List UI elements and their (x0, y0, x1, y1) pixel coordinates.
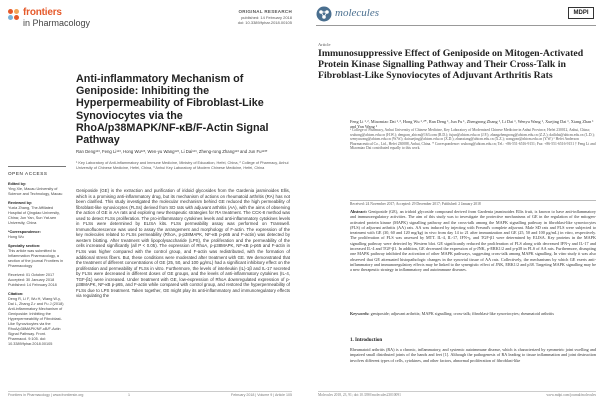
specialty-label: Specialty section: (8, 244, 41, 248)
molecules-article-page (312, 0, 600, 400)
article-kind: ORIGINAL RESEARCH (238, 9, 292, 14)
frontiers-logo-name: frontiers (23, 7, 62, 18)
frontiers-logo-icon (8, 9, 20, 21)
frontiers-logo (8, 7, 98, 31)
page-number: 1 (128, 393, 130, 397)
author-list: Ran Deng¹²³, Feng Li¹²³, Hong Wu¹²³, Wen-yu Wang¹²³, Li Dai¹²³, Zheng-rong Zhang¹²³ and Jun Fu¹²³* (76, 149, 268, 154)
footer-url[interactable]: www.mdpi.com/journal/molecules (546, 393, 596, 397)
introduction-text: Rheumatoid arthritis (RA) is a chronic, inflammatory, and systemic autoimmune disease, which is characterized by symmetric joint swelling and impaired small distributed joints of the hands and feet [1]. Although the pathogenesis of RA leading to tissue inflammation and joint destruction involves different types of cells, cytokines, and other factors, abnormal proliferation of fibroblast-like (350, 347, 596, 363)
doi[interactable]: doi: 10.3389/fphar.2018.00105 (237, 20, 292, 25)
article-meta (238, 9, 292, 26)
page-footer (8, 391, 292, 397)
author-list: Feng Li ¹˒², Miaomiao Dai ¹˒², Hong Wu ¹˒²*, Ran Deng ¹, Jun Fu ¹, Zhengrong Zhang ¹, Li Dai ¹, Wenyu Wang ¹, Xuejing Dai ¹, Xiang Zhan ¹ and Yan Wang ¹ (350, 119, 594, 130)
abstract-text: Geniposide (GE), an iridoid glycoside compound derived from Gardenia jasminoides Ellis fruit, is known to have anti-inflammatory and immunoregulatory activities. The aim of this study was to investigate the protective mechanisms of GE in the regulation of the mitogen-activated protein kinase (MAPK) signalling pathway and the cross-talk among the MAPK signalling pathway in fibroblast-like synoviocytes (FLS) of adjuvant arthritis (AA) rats. AA was induced by injecting with Freund's complete adjuvant. Male SD rats and FLS were subjected to treatment with GE (30, 60 and 120 mg/kg) in vivo from day 14 to 21 after immunization and GE (25, 50 and 100 μg/mL) in vitro, respectively. The proliferation of FLS was assessed by MTT. IL-4, IL-17, IFN-γ, and TGF-β1 were determined by ELISA. Key proteins in the MAPK signalling pathway were detected by Western blot. GE significantly reduced the proliferation of FLS along with decreased IFN-γ and IL-17 and increased IL-4 and TGF-β1. In addition, GE decreased the expression of p-JNK, p-ERK1/2 and p-p38 in FLS of AA rats. Furthermore, disrupting one MAPK pathway inhibited the activation of other MAPK pathways, suggesting cross-talk among MAPK signalling. In vitro study it was also observed that GE attenuated histopathologic changes in the synovial tissue of AA rats. Collectively, the mechanisms by which GE exerts anti-inflammatory and immunoregulatory effects may be linked to the synergistic effect of JNK, ERK1/2 and p38. Targeting MAPK signalling may be a new therapeutic strategy in inflammatory and autoimmune diseases. (350, 209, 596, 273)
keywords-label: Keywords: (350, 311, 370, 316)
molecule-icon (316, 6, 332, 22)
abstract-text: Geniposide (GE) is the extraction and purification of iridoid glycosides from the Gardenia jasminoides Ellis, which is a promising anti-inflammatory drug, but its mechanism of actions on rheumatoid arthritis (RA) has not been clarified. This study investigated the molecular mechanism behind GE reduced the high permeability of fibroblast-like synoviocytes (FLSs) derived from SD rats with adjuvant arthritis (AA), with the aims of observing the action of GE in AA rats and exploring new therapeutic strategies for RA treatment. The CCK-8 method was used to detect FLSs proliferation. The pro-inflammatory cytokines levels and anti-inflammatory cytokines levels in FLSs were determined by ELISA kits. FLSs permeability assay was performed on Transwell. Immunofluorescence was used to assay the arrangement and morphology of F-actin. The expression of the key molecules related to FLSs permeability (RhoA, p-p38MAPK, NF-κB p-p65 and F-actin) was detected by western blotting. After treatment with lipopolysaccharide (LPS), the proliferation and the permeability of the cells increased significantly (all P < 0.05). The expression of RhoA, p-p38MAPK, NF-κB p-p65 and F-actin in FLSs was higher compared with the control group, and F-actin was redistributed, with the formation of additional stress fibers. But, these conditions were moderated after treatment with GE. We demonstrated that the treatment of different concentrations of GE (25, 50, and 100 μg/mL) had a significant inhibitory effect on the proliferation and permeability of FLSs in vitro. Furthermore, the levels of interleukin (IL)-1β and IL-17 secreted by FLSs were decreased in different doses of GE groups, and the levels of anti-inflammatory cytokines (IL-4, TGF-β1) were increased. Under treatment with GE, low-expression of RhoA downregulated expression of p-p38MAPK, NF-κB p-p65, and F-actin while compared with control group, and restored the hyperpermeability of FLSs due to LPS treatment. Taken together, GE might play its anti-inflammatory and immunoregulatory effects via regulating the (76, 188, 290, 299)
footer-volume: February 2018 | Volume 9 | Article 105 (231, 393, 292, 397)
published-date: published: 14 February 2018 (241, 14, 292, 20)
article-sidebar (8, 166, 66, 351)
citation: Deng R, Li F, Wu H, Wang W-y, Dai L, Zhang Z-r and Fu J (2018) Anti-inflammatory Mechanism of Geniposide: Inhibiting the Hyperpermeability of Fibroblast-Like Synoviocytes via the RhoA/p38MAPK/NF-κB/F-Actin Signal Pathway. Front. Pharmacol. 9:105. doi: 10.3389/fphar.2018.00105 (8, 297, 64, 346)
reviewed-by: Yuxia Zhang, The Affiliated Hospital of Qingdao University, China; Jun Yan, Sun Yat-sen University, China (8, 206, 60, 225)
accepted-date: Accepted: 30 January 2018 (8, 278, 55, 282)
divider (8, 166, 66, 167)
affiliations: ¹ College of Pharmacy, Anhui University of Chinese Medicine, Key Laboratory of Modernized Chinese Medicine in Anhui Province, Hefei 230012, Anhui, China; wuhong@ahtcm.edu.cn (H.W.); dengran_ahtcm@163.com (R.D.); fujun@ahtcm.edu.cn (J.F.); zhangzhengrong@ahtcm.edu.cn (Z.Z.); dailidai@ahtcm.edu.cn (L.D.); wenyuwang@ahtcm.edu.cn (W.W.); daixuejing@ahtcm.edu.cn (X.D.); zhanxiang@ahtcm.edu.cn (X.Z.); wangyan@ahtcm.edu.cn (Y.W.) ² Hefei Anderson Pharmaceutical Co., Ltd., Hefei 230088, Anhui, China. * Correspondence: wuhong@ahtcm.edu.cn; Tel.: +86-551-6516-9151; Fax: +86-551-6516-9151 † Feng Li and Miaomiao Dai contributed equally to this work. (350, 128, 596, 151)
footer-citation: Molecules 2018, 23, 91; doi:10.3390/molecules23010091 (318, 393, 401, 397)
abstract (350, 209, 596, 273)
header-divider (316, 25, 596, 26)
specialty-section: This article was submitted to Inflammation Pharmacology, a section of the journal Frontiers in Pharmacology (8, 249, 64, 268)
journal-name: in Pharmacology (23, 18, 91, 28)
abstract-label: Abstract: (350, 209, 367, 214)
article-title: Immunosuppressive Effect of Geniposide on Mitogen-Activated Protein Kinase Signalling Pathway and Their Cross-Talk in Fibroblast-Like Synoviocytes of Adjuvant Arthritis Rats (318, 48, 584, 82)
page-footer (318, 391, 596, 397)
footer-journal: Frontiers in Pharmacology | www.frontiersin.org (8, 393, 84, 397)
edited-by: Ying Xie, Macau University of Science and Technology, Macau (8, 187, 63, 196)
molecules-logo (316, 5, 406, 23)
received-date: Received: 01 October 2017 (8, 273, 55, 277)
correspondence-label: *Correspondence: (8, 230, 41, 234)
article-dates: Received: 24 November 2017; Accepted: 29 December 2017; Published: 2 January 2018 (350, 200, 596, 207)
mdpi-logo: MDPI (568, 7, 594, 19)
correspondence[interactable]: Hong Wu (8, 235, 24, 239)
sidebar-published-date: Published: 14 February 2018 (8, 283, 57, 287)
affiliations: ¹ Key Laboratory of Anti-inflammatory and Immune Medicine, Ministry of Education, Hefei, China, ² College of Pharmacy, Anhui University of Chinese Medicine, Hefei, China, ³ Anhui Key Laboratory of Modern Chinese Medicine, Hefei, China (76, 161, 289, 170)
citation-label: Citation: (8, 292, 24, 296)
molecules-logo-name: molecules (335, 7, 379, 19)
open-access-label: OPEN ACCESS (8, 171, 48, 176)
reviewed-by-label: Reviewed by: (8, 201, 33, 205)
article-title: Anti-inflammatory Mechanism of Geniposide: Inhibiting the Hyperpermeability of Fibroblast-Like Synoviocytes via the RhoA/p38MAPK/NF-κB/F-Actin Signal Pathway (76, 73, 269, 147)
section-heading: 1. Introduction (350, 338, 383, 343)
keywords (350, 311, 596, 316)
edited-by-label: Edited by: (8, 182, 27, 186)
page-gap (300, 0, 312, 400)
article-type: Article (318, 42, 331, 47)
keywords-text: geniposide; adjuvant arthritis; MAPK signalling; cross-talk; fibroblast-like synoviocytes; rheumatoid arthritis (370, 311, 554, 316)
